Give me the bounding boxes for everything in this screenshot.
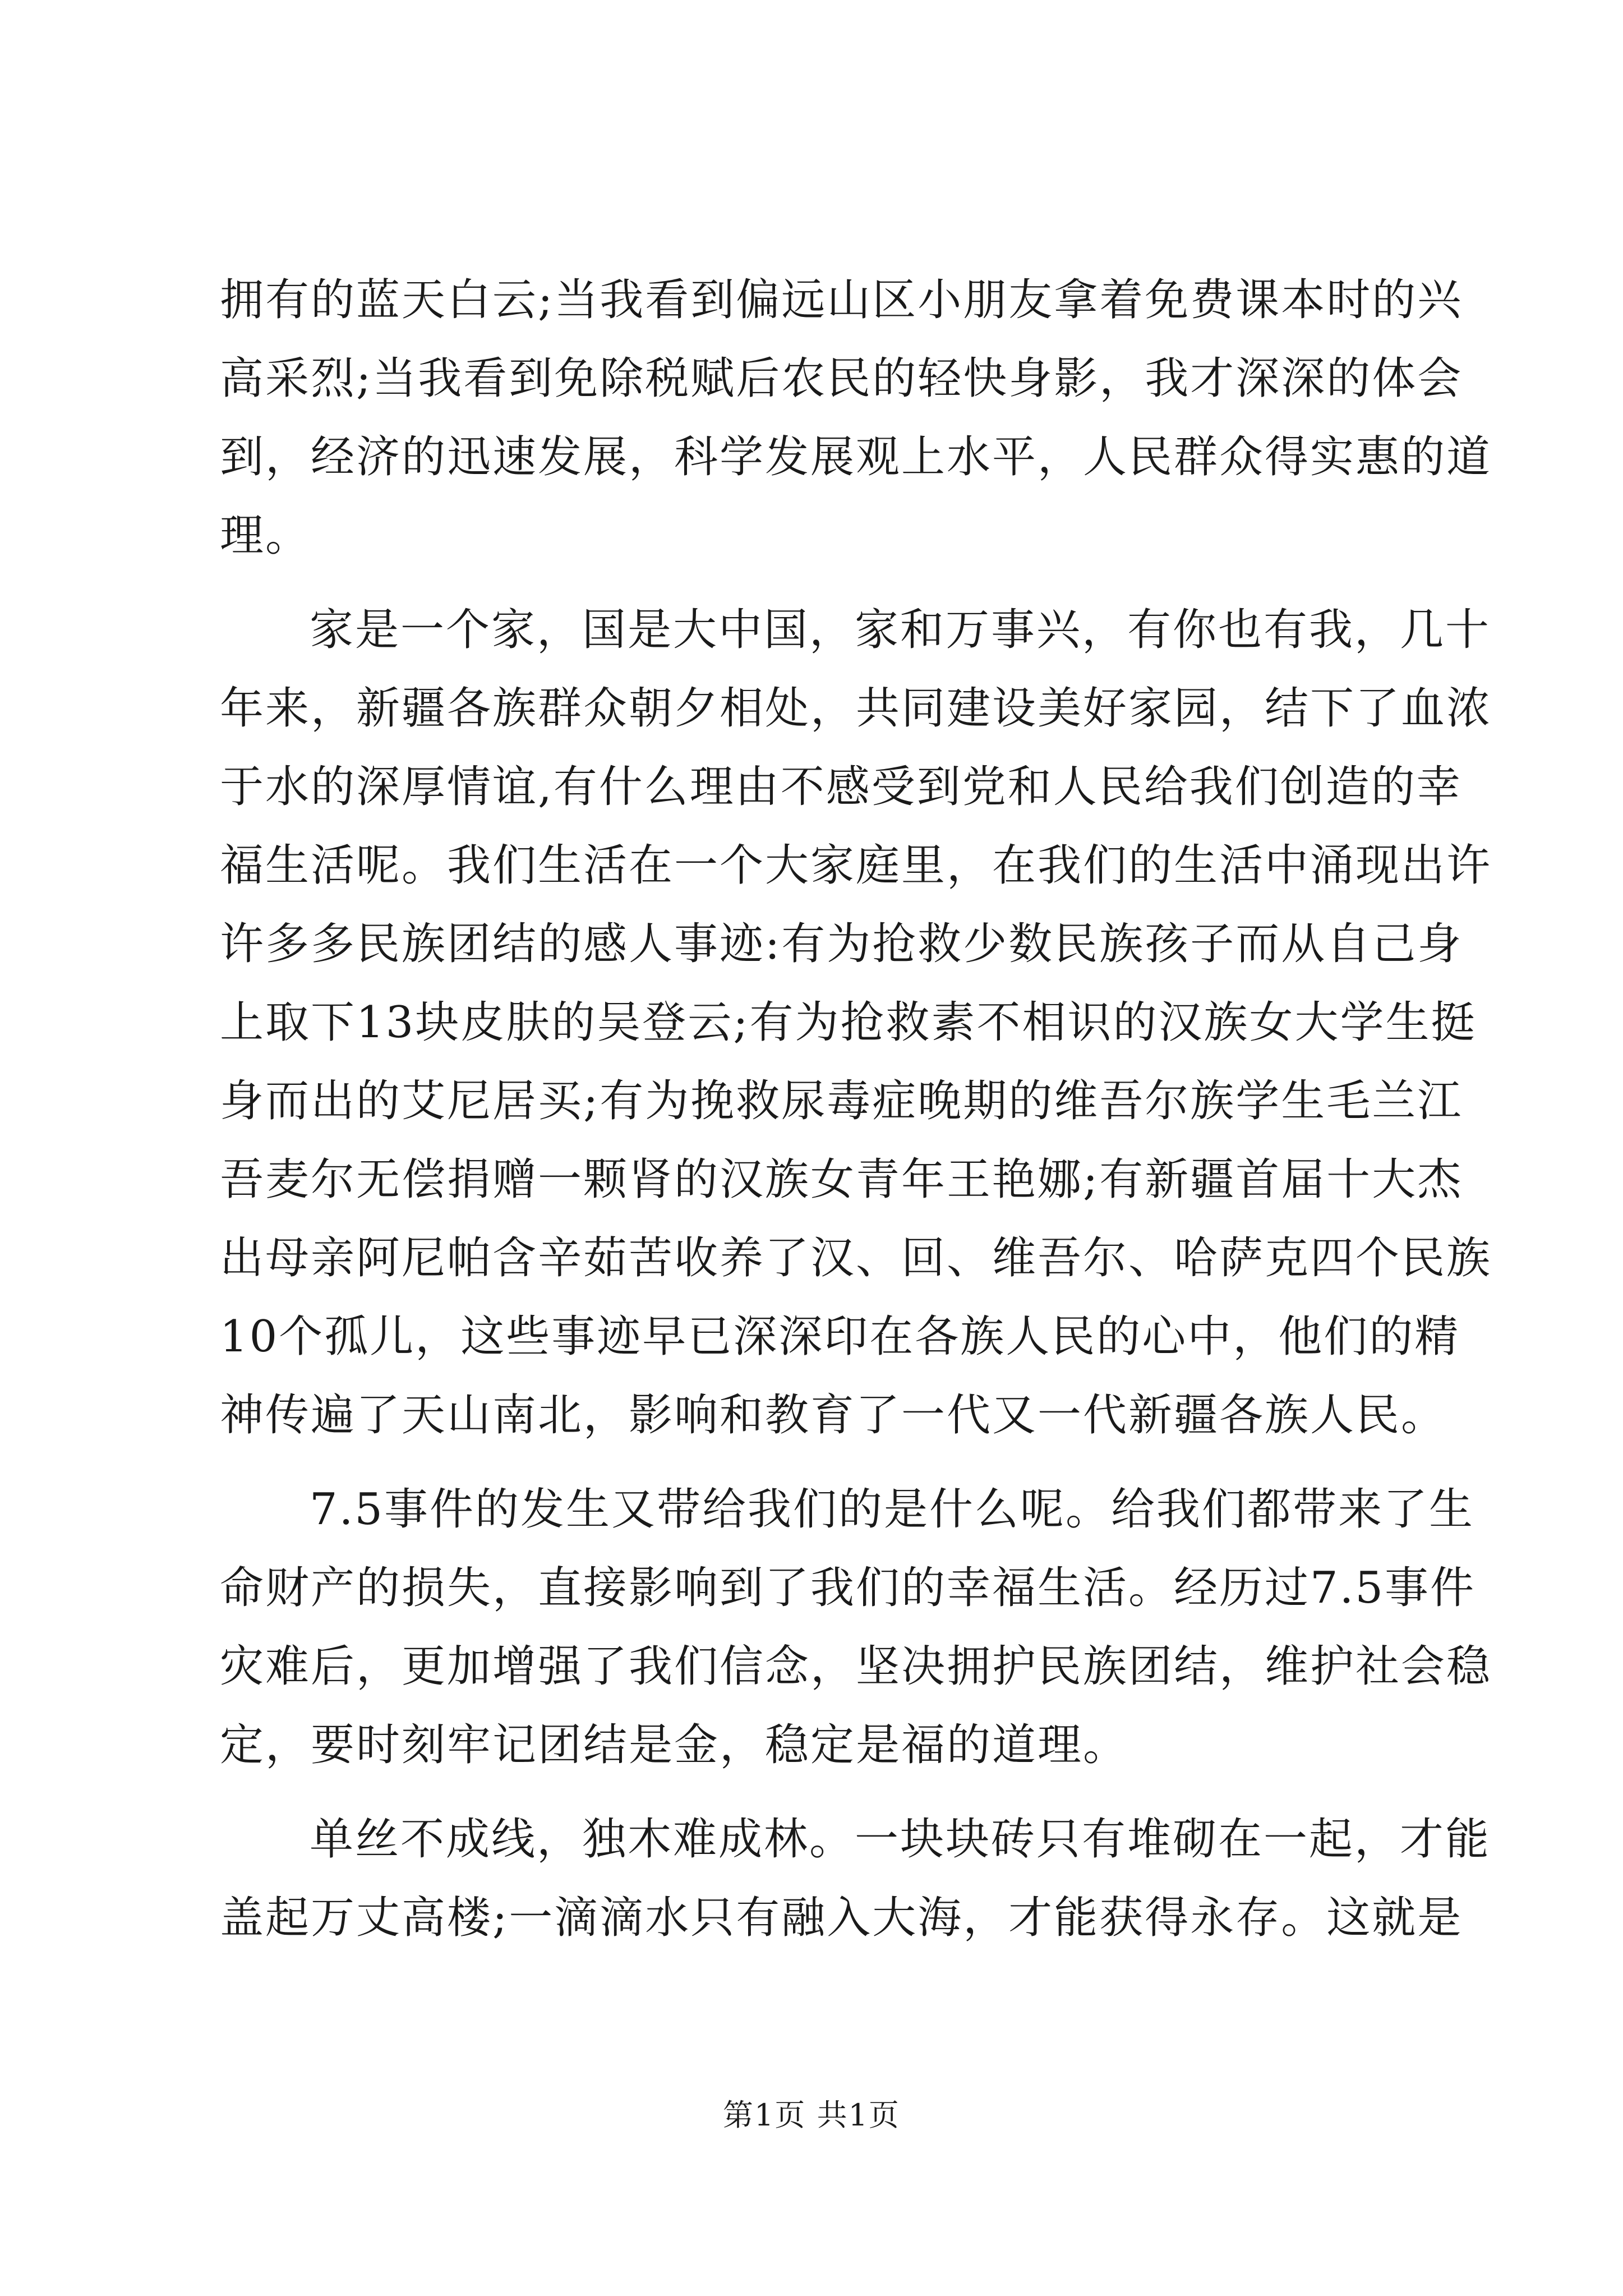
text-line: 灾难后，更加增强了我们信念，坚决拥护民族团结，维护社会稳 [220, 1641, 1492, 1692]
text-line: 理。 [220, 510, 311, 561]
text-line: 单丝不成线，独木难成林。一块块砖只有堆砌在一起，才能 [310, 1814, 1491, 1865]
paragraph [220, 1800, 1491, 1957]
text-line: 定，要时刻牢记团结是金，稳定是福的道理。 [220, 1720, 1129, 1770]
document-body [220, 261, 1492, 1957]
text-line: 福生活呢。我们生活在一个大家庭里，在我们的生活中涌现出许 [220, 840, 1492, 891]
text-line: 7.5事件的发生又带给我们的是什么呢。给我们都带来了生 [310, 1484, 1475, 1535]
text-line: 出母亲阿尼帕含辛茹苦收养了汉、回、维吾尔、哈萨克四个民族 [220, 1233, 1492, 1283]
text-line: 身而出的艾尼居买;有为挽救尿毒症晚期的维吾尔族学生毛兰江 [220, 1076, 1463, 1126]
text-line: 年来，新疆各族群众朝夕相处，共同建设美好家园，结下了血浓 [220, 683, 1492, 734]
text-line: 家是一个家，国是大中国，家和万事兴，有你也有我，几十 [310, 605, 1491, 655]
text-line: 10个孤儿，这些事迹早已深深印在各族人民的心中，他们的精 [220, 1312, 1460, 1362]
page-footer: 第1页 共1页 [723, 2097, 900, 2133]
text-line: 神传遍了天山南北，影响和教育了一代又一代新疆各族人民。 [220, 1390, 1447, 1441]
paragraph [220, 591, 1492, 1455]
paragraph [220, 261, 1492, 575]
paragraph [220, 1470, 1492, 1784]
text-line: 命财产的损失，直接影响到了我们的幸福生活。经历过7.5事件 [220, 1563, 1476, 1613]
text-line: 拥有的蓝天白云;当我看到偏远山区小朋友拿着免费课本时的兴 [220, 275, 1463, 325]
text-line: 盖起万丈高楼;一滴滴水只有融入大海，才能获得永存。这就是 [220, 1893, 1463, 1943]
text-line: 上取下13块皮肤的吴登云;有为抢救素不相识的汉族女大学生挺 [220, 997, 1477, 1048]
text-line: 许多多民族团结的感人事迹:有为抢救少数民族孩子而从自己身 [220, 919, 1463, 969]
text-line: 到，经济的迅速发展，科学发展观上水平，人民群众得实惠的道 [220, 432, 1492, 482]
text-line: 吾麦尔无偿捐赠一颗肾的汉族女青年王艳娜;有新疆首届十大杰 [220, 1154, 1463, 1205]
text-line: 于水的深厚情谊,有什么理由不感受到党和人民给我们创造的幸 [220, 762, 1462, 812]
text-line: 高采烈;当我看到免除税赋后农民的轻快身影，我才深深的体会 [220, 353, 1463, 404]
